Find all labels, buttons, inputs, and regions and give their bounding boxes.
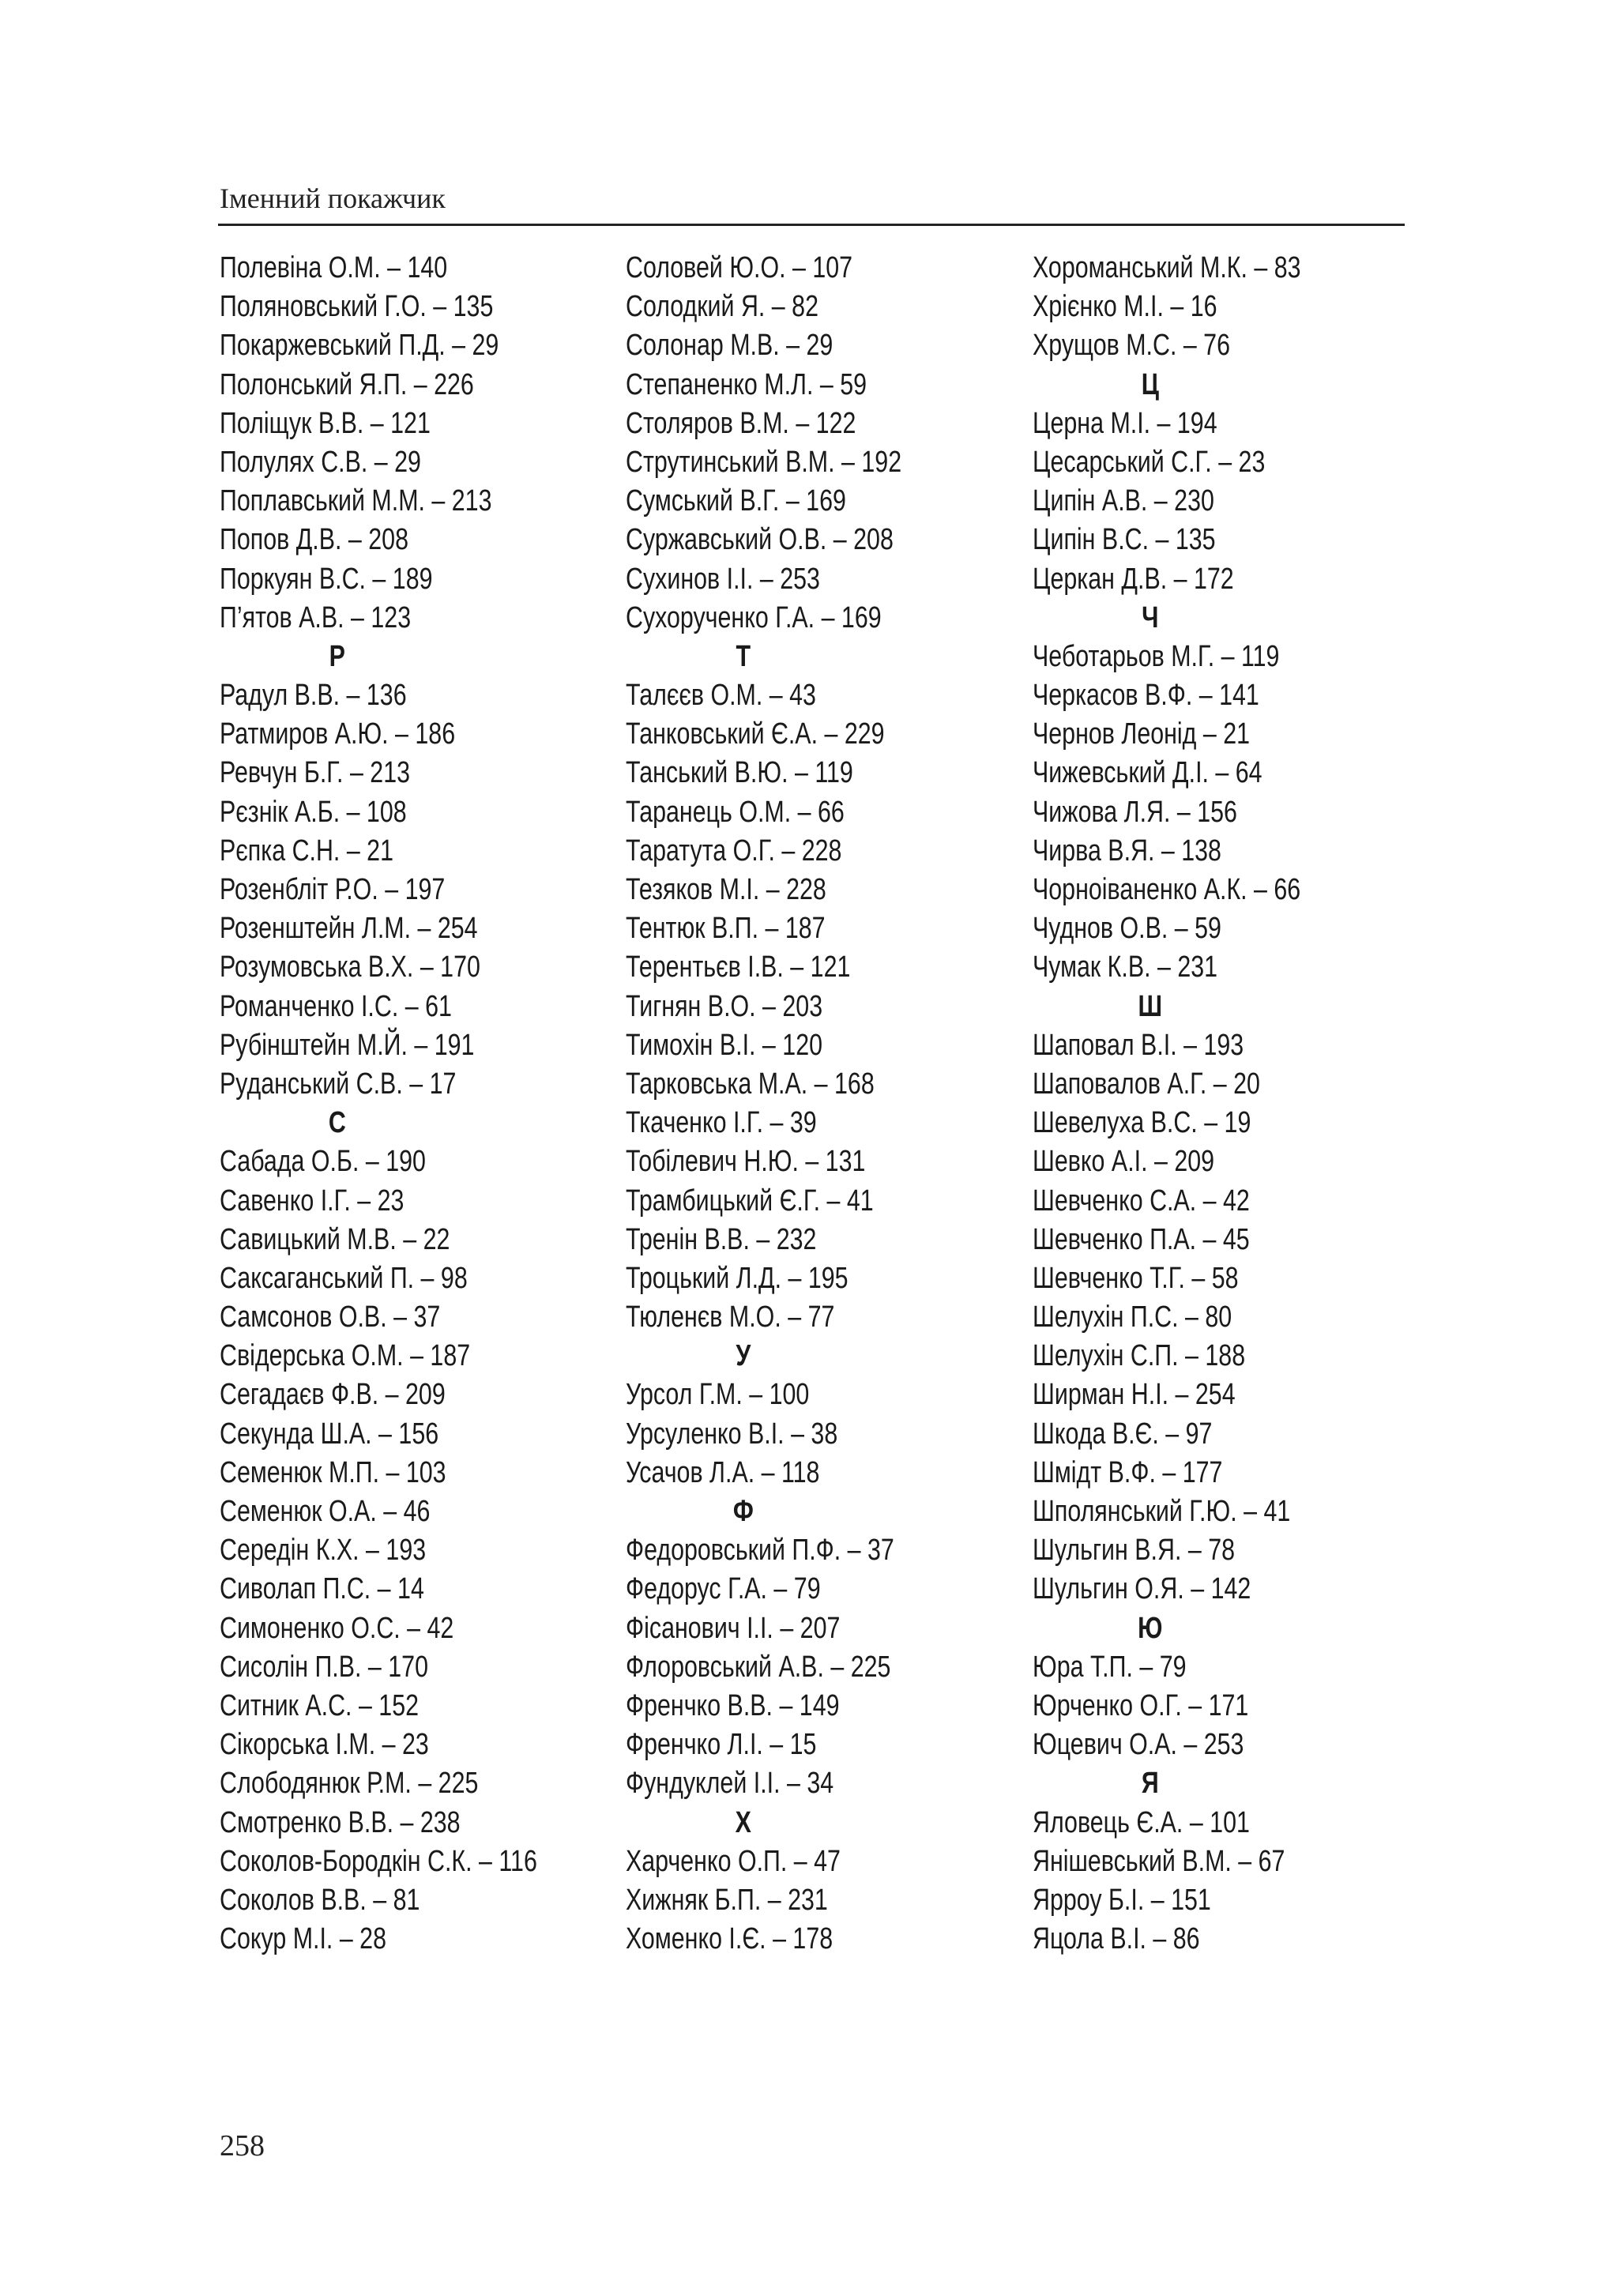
index-entry: Хрущов М.С. – 76 [1033,329,1230,363]
index-letter-heading: Ш [1138,989,1163,1023]
index-column-3 [1033,249,1387,1959]
index-letter-heading: Ю [1138,1611,1163,1645]
index-entry: Таратута О.Г. – 228 [626,834,842,868]
index-entry: Полонський Я.П. – 226 [220,367,474,401]
index-entry: Юра Т.П. – 79 [1033,1650,1187,1684]
index-entry: Черкасов В.Ф. – 141 [1033,679,1259,713]
index-entry: Сумський В.Г. – 169 [626,484,846,518]
index-entry: Шевченко С.А. – 42 [1033,1184,1250,1218]
index-entry: Полевіна О.М. – 140 [220,251,448,284]
index-entry: Шульгин В.Я. – 78 [1033,1534,1236,1568]
index-entry: Свідерська О.М. – 187 [220,1339,471,1373]
index-entry: Саксаганський П. – 98 [220,1261,468,1295]
index-entry: Френчко В.В. – 149 [626,1688,840,1722]
index-entry: Самсонов О.В. – 37 [220,1300,441,1334]
index-entry: Семенюк М.П. – 103 [220,1455,446,1489]
index-entry: Чижевський Д.І. – 64 [1033,756,1262,790]
page-number: 258 [220,2129,265,2162]
index-entry: Рєпка С.Н. – 21 [220,834,393,868]
index-entry: Ярроу Б.І. – 151 [1033,1883,1211,1917]
index-entry: Струтинський В.М. – 192 [626,445,902,479]
index-entry: Ципін А.В. – 230 [1033,484,1214,518]
index-letter-heading: Ч [1142,600,1159,634]
index-entry: Терентьєв І.В. – 121 [626,950,851,984]
index-entry: Полулях С.В. – 29 [220,445,421,479]
index-entry: П’ятов А.В. – 123 [220,600,412,634]
index-entry: Ратмиров А.Ю. – 186 [220,717,456,751]
index-entry: Рубінштейн М.Й. – 191 [220,1028,475,1062]
index-entry: Ревчун Б.Г. – 213 [220,756,411,790]
index-entry: Федоровський П.Ф. – 37 [626,1534,894,1568]
index-entry: Розенбліт Р.О. – 197 [220,873,446,906]
index-entry: Харченко О.П. – 47 [626,1844,841,1878]
index-entry: Сабада О.Б. – 190 [220,1145,426,1179]
index-entry: Танський В.Ю. – 119 [626,756,853,790]
index-entry: Середін К.Х. – 193 [220,1534,427,1568]
index-entry: Поркуян В.С. – 189 [220,562,433,596]
index-column-1 [220,249,574,1959]
index-entry: Столяров В.М. – 122 [626,406,856,440]
index-entry: Тимохін В.І. – 120 [626,1028,823,1062]
index-entry: Тигнян В.О. – 203 [626,989,823,1023]
index-entry: Чернов Леонід – 21 [1033,717,1251,751]
running-header-title: Іменний покажчик [220,183,446,214]
index-entry: Шелухін П.С. – 80 [1033,1300,1232,1334]
index-entry: Юцевич О.А. – 253 [1033,1728,1244,1762]
index-entry: Розенштейн Л.М. – 254 [220,912,478,946]
index-entry: Ципін В.С. – 135 [1033,523,1216,557]
index-entry: Юрченко О.Г. – 171 [1033,1688,1249,1722]
index-entry: Цесарський С.Г. – 23 [1033,445,1266,479]
index-entry: Ситник А.С. – 152 [220,1688,420,1722]
index-entry: Усачов Л.А. – 118 [626,1455,820,1489]
index-entry: Чирва В.Я. – 138 [1033,834,1221,868]
index-entry: Шевченко П.А. – 45 [1033,1222,1250,1256]
index-entry: Покаржевський П.Д. – 29 [220,329,499,363]
index-entry: Шаповалов А.Г. – 20 [1033,1067,1260,1101]
index-entry: Сухорученко Г.А. – 169 [626,600,882,634]
index-entry: Сисолін П.В. – 170 [220,1650,428,1684]
index-entry: Сокур М.І. – 28 [220,1922,386,1956]
index-entry: Шульгин О.Я. – 142 [1033,1572,1251,1606]
index-entry: Янішевський В.М. – 67 [1033,1844,1285,1878]
index-letter-heading: Р [329,639,345,673]
index-entry: Суржавський О.В. – 208 [626,523,894,557]
index-entry: Френчко Л.І. – 15 [626,1728,817,1762]
index-entry: Романченко І.С. – 61 [220,989,452,1023]
index-entry: Шполянський Г.Ю. – 41 [1033,1495,1291,1528]
index-entry: Радул В.В. – 136 [220,679,407,713]
index-entry: Рєзнік А.Б. – 108 [220,795,407,829]
index-entry: Флоровський А.В. – 225 [626,1650,891,1684]
index-letter-heading: Ф [732,1495,754,1528]
index-entry: Симоненко О.С. – 42 [220,1611,454,1645]
index-entry: Семенюк О.А. – 46 [220,1495,431,1528]
index-entry: Чижова Л.Я. – 156 [1033,795,1237,829]
index-entry: Церна М.І. – 194 [1033,406,1217,440]
index-entry: Хороманський М.К. – 83 [1033,251,1301,284]
index-entry: Сухинов І.І. – 253 [626,562,820,596]
index-letter-heading: Ц [1141,367,1159,401]
index-entry: Сікорська І.М. – 23 [220,1728,429,1762]
index-entry: Трамбицький Є.Г. – 41 [626,1184,874,1218]
index-entry: Шевелуха В.С. – 19 [1033,1106,1251,1140]
index-entry: Шаповал В.І. – 193 [1033,1028,1244,1062]
index-entry: Шмідт В.Ф. – 177 [1033,1455,1223,1489]
index-entry: Соколов В.В. – 81 [220,1883,420,1917]
index-entry: Таранець О.М. – 66 [626,795,845,829]
index-entry: Солодкий Я. – 82 [626,290,818,324]
index-entry: Розумовська В.Х. – 170 [220,950,480,984]
index-entry: Хрієнко М.І. – 16 [1033,290,1217,324]
index-letter-heading: Х [735,1805,751,1839]
index-entry: Фундуклей І.І. – 34 [626,1767,834,1801]
index-entry: Троцький Л.Д. – 195 [626,1261,849,1295]
index-entry: Соловей Ю.О. – 107 [626,251,853,284]
index-entry: Федорус Г.А. – 79 [626,1572,821,1606]
index-entry: Сиволап П.С. – 14 [220,1572,424,1606]
index-entry: Урсуленко В.І. – 38 [626,1417,838,1451]
index-entry: Яловець Є.А. – 101 [1033,1805,1250,1839]
index-entry: Чуднов О.В. – 59 [1033,912,1221,946]
index-entry: Тезяков М.І. – 228 [626,873,826,906]
index-letter-heading: У [736,1339,751,1373]
index-entry: Танковський Є.А. – 229 [626,717,885,751]
index-entry: Попов Д.В. – 208 [220,523,408,557]
index-entry: Хоменко І.Є. – 178 [626,1922,833,1956]
index-entry: Чумак К.В. – 231 [1033,950,1218,984]
index-entry: Сегадаєв Ф.В. – 209 [220,1378,446,1412]
index-entry: Тентюк В.П. – 187 [626,912,826,946]
index-entry: Шевко А.І. – 209 [1033,1145,1215,1179]
index-entry: Чорноіваненко А.К. – 66 [1033,873,1301,906]
index-entry: Поплавський М.М. – 213 [220,484,492,518]
index-entry: Ткаченко І.Г. – 39 [626,1106,817,1140]
index-entry: Урсол Г.М. – 100 [626,1378,810,1412]
index-entry: Церкан Д.В. – 172 [1033,562,1234,596]
index-entry: Фісанович І.І. – 207 [626,1611,841,1645]
index-entry: Солонар М.В. – 29 [626,329,833,363]
index-entry: Шелухін С.П. – 188 [1033,1339,1246,1373]
index-entry: Степаненко М.Л. – 59 [626,367,867,401]
header-rule [218,224,1405,226]
index-entry: Чеботарьов М.Г. – 119 [1033,639,1280,673]
index-entry: Секунда Ш.А. – 156 [220,1417,439,1451]
index-entry: Тренін В.В. – 232 [626,1222,817,1256]
index-entry: Тюленєв М.О. – 77 [626,1300,835,1334]
index-entry: Поляновський Г.О. – 135 [220,290,494,324]
index-entry: Савенко І.Г. – 23 [220,1184,404,1218]
index-entry: Яцола В.І. – 86 [1033,1922,1200,1956]
index-entry: Хижняк Б.П. – 231 [626,1883,828,1917]
index-entry: Шкода В.Є. – 97 [1033,1417,1213,1451]
index-entry: Тарковська М.А. – 168 [626,1067,875,1101]
index-column-2 [626,249,980,1959]
index-letter-heading: Т [736,639,751,673]
index-entry: Савицький М.В. – 22 [220,1222,450,1256]
index-entry: Слободянюк Р.М. – 225 [220,1767,479,1801]
index-letter-heading: Я [1141,1767,1159,1801]
index-letter-heading: С [328,1106,346,1140]
index-entry: Руданський С.В. – 17 [220,1067,457,1101]
index-entry: Поліщук В.В. – 121 [220,406,431,440]
index-entry: Смотренко В.В. – 238 [220,1805,461,1839]
index-entry: Талєєв О.М. – 43 [626,679,816,713]
index-entry: Соколов-Бородкін С.К. – 116 [220,1844,537,1878]
index-entry: Тобілевич Н.Ю. – 131 [626,1145,866,1179]
index-entry: Ширман Н.І. – 254 [1033,1378,1236,1412]
index-entry: Шевченко Т.Г. – 58 [1033,1261,1239,1295]
